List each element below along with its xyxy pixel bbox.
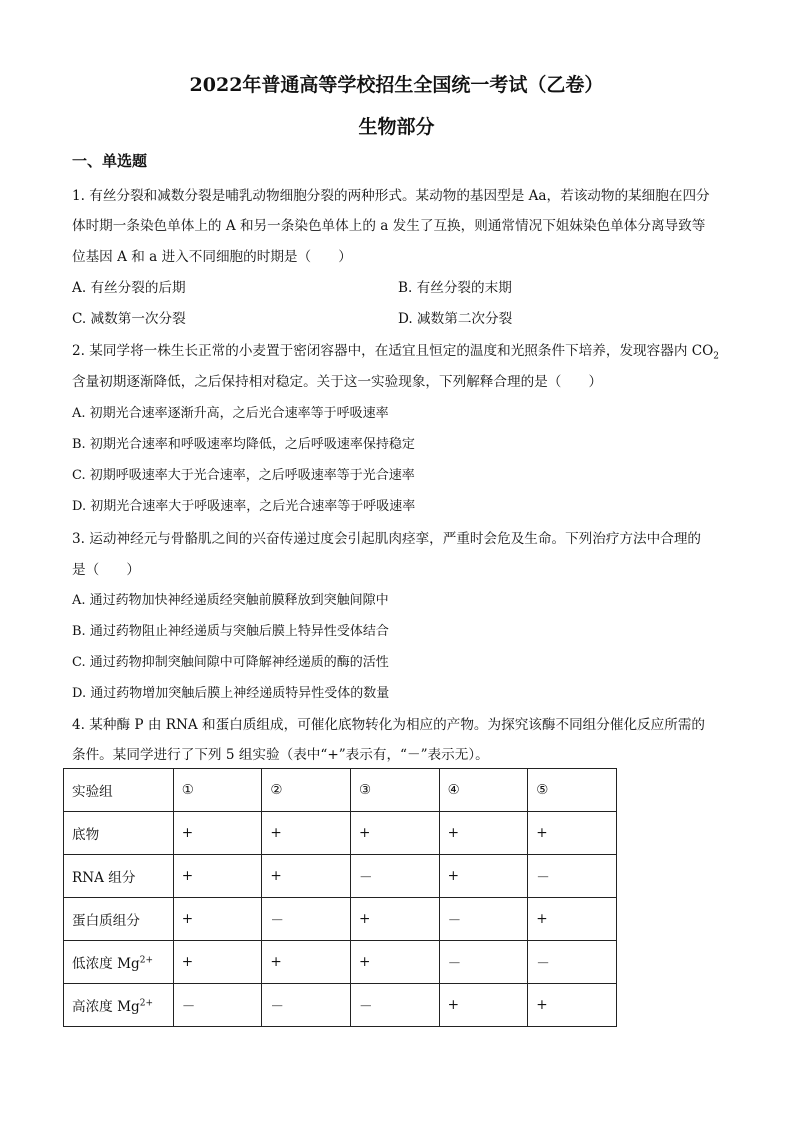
mg-superscript: 2+ — [139, 955, 154, 966]
table-row — [64, 941, 617, 984]
table-cell: + — [173, 941, 262, 984]
table-cell: + — [528, 812, 617, 855]
q1-stem-line-1: 1. 有丝分裂和减数分裂是哺乳动物细胞分裂的两种形式。某动物的基因型是 Aa，若该动物的某细胞在四分 — [72, 188, 710, 204]
table-header-cell: ⑤ — [528, 769, 617, 812]
row-label: 蛋白质组分 — [64, 898, 174, 941]
q1-stem-line-2: 体时期一条染色单体上的 A 和另一条染色单体上的 a 发生了互换，则通常情况下姐妹染色单体分离导致等 — [72, 218, 706, 234]
table-header-cell: ① — [173, 769, 262, 812]
q2-option-a: A. 初期光合速率逐渐升高，之后光合速率等于呼吸速率 — [72, 406, 389, 421]
q3-option-c: C. 通过药物抑制突触间隙中可降解神经递质的酶的活性 — [72, 655, 389, 670]
table-cell: + — [351, 941, 440, 984]
table-cell: － — [528, 855, 617, 898]
co2-subscript: 2 — [713, 351, 720, 362]
table-header-cell: ④ — [439, 769, 528, 812]
q1-option-a: A. 有丝分裂的后期 — [72, 280, 186, 296]
table-cell: － — [262, 898, 351, 941]
table-header-cell: ② — [262, 769, 351, 812]
experiment-table — [63, 768, 617, 1027]
table-cell: － — [262, 984, 351, 1027]
row-label — [64, 941, 174, 984]
table-cell: + — [173, 898, 262, 941]
table-cell: + — [173, 812, 262, 855]
q2-option-c: C. 初期呼吸速率大于光合速率，之后呼吸速率等于光合速率 — [72, 468, 415, 483]
row-label: RNA 组分 — [64, 855, 174, 898]
table-header-cell: ③ — [351, 769, 440, 812]
row-label-text: 低浓度 Mg — [72, 956, 140, 972]
mg-superscript: 2+ — [139, 998, 154, 1009]
table-cell: + — [528, 898, 617, 941]
q2-stem-line-1 — [72, 339, 719, 362]
table-cell: + — [439, 855, 528, 898]
table-cell: － — [351, 984, 440, 1027]
table-cell: + — [262, 941, 351, 984]
q4-stem-line-2: 条件。某同学进行了下列 5 组实验（表中“+”表示有，“－”表示无）。 — [72, 747, 489, 763]
table-cell: － — [439, 941, 528, 984]
table-cell: + — [351, 812, 440, 855]
exam-title: 2022年普通高等学校招生全国统一考试（乙卷） — [189, 74, 604, 96]
table-cell: － — [351, 855, 440, 898]
q1-stem-line-3: 位基因 A 和 a 进入不同细胞的时期是（ ） — [72, 249, 352, 265]
q2-option-d: D. 初期光合速率大于呼吸速率，之后光合速率等于呼吸速率 — [72, 499, 416, 514]
table-cell: － — [439, 898, 528, 941]
table-header-row — [64, 769, 617, 812]
row-label: 底物 — [64, 812, 174, 855]
table-cell: + — [351, 898, 440, 941]
q2-stem-text: 2. 某同学将一株生长正常的小麦置于密闭容器中，在适宜且恒定的温度和光照条件下培养，发现容器内 CO — [72, 343, 714, 359]
table-row — [64, 984, 617, 1027]
table-cell: + — [439, 984, 528, 1027]
q3-option-b: B. 通过药物阻止神经递质与突触后膜上特异性受体结合 — [72, 624, 389, 639]
q3-stem-line-2: 是（ ） — [72, 562, 140, 578]
q1-option-d: D. 减数第二次分裂 — [398, 311, 513, 327]
table-row — [64, 855, 617, 898]
row-label — [64, 984, 174, 1027]
table-cell: － — [528, 941, 617, 984]
q1-option-b: B. 有丝分裂的末期 — [398, 280, 512, 296]
table-cell: + — [262, 855, 351, 898]
table-cell: + — [528, 984, 617, 1027]
table-cell: + — [439, 812, 528, 855]
q3-stem-line-1: 3. 运动神经元与骨骼肌之间的兴奋传递过度会引起肌肉痉挛，严重时会危及生命。下列治疗方法中合理的 — [72, 531, 702, 547]
table-row — [64, 898, 617, 941]
q4-stem-line-1: 4. 某种酶 P 由 RNA 和蛋白质组成，可催化底物转化为相应的产物。为探究该酶不同组分催化反应所需的 — [72, 717, 706, 733]
q3-option-a: A. 通过药物加快神经递质经突触前膜释放到突触间隙中 — [72, 593, 389, 608]
table-row — [64, 812, 617, 855]
q2-option-b: B. 初期光合速率和呼吸速率均降低，之后呼吸速率保持稳定 — [72, 437, 415, 452]
table-cell: + — [173, 855, 262, 898]
q1-option-c: C. 减数第一次分裂 — [72, 311, 186, 327]
table-cell: + — [262, 812, 351, 855]
table-header-cell: 实验组 — [64, 769, 174, 812]
q3-option-d: D. 通过药物增加突触后膜上神经递质特异性受体的数量 — [72, 686, 390, 701]
exam-subtitle: 生物部分 — [358, 116, 435, 138]
table-cell: － — [173, 984, 262, 1027]
row-label-text: 高浓度 Mg — [72, 999, 140, 1015]
q2-stem-line-2: 含量初期逐渐降低，之后保持相对稳定。关于这一实验现象，下列解释合理的是（ ） — [72, 374, 603, 390]
section-heading: 一、单选题 — [72, 152, 148, 170]
